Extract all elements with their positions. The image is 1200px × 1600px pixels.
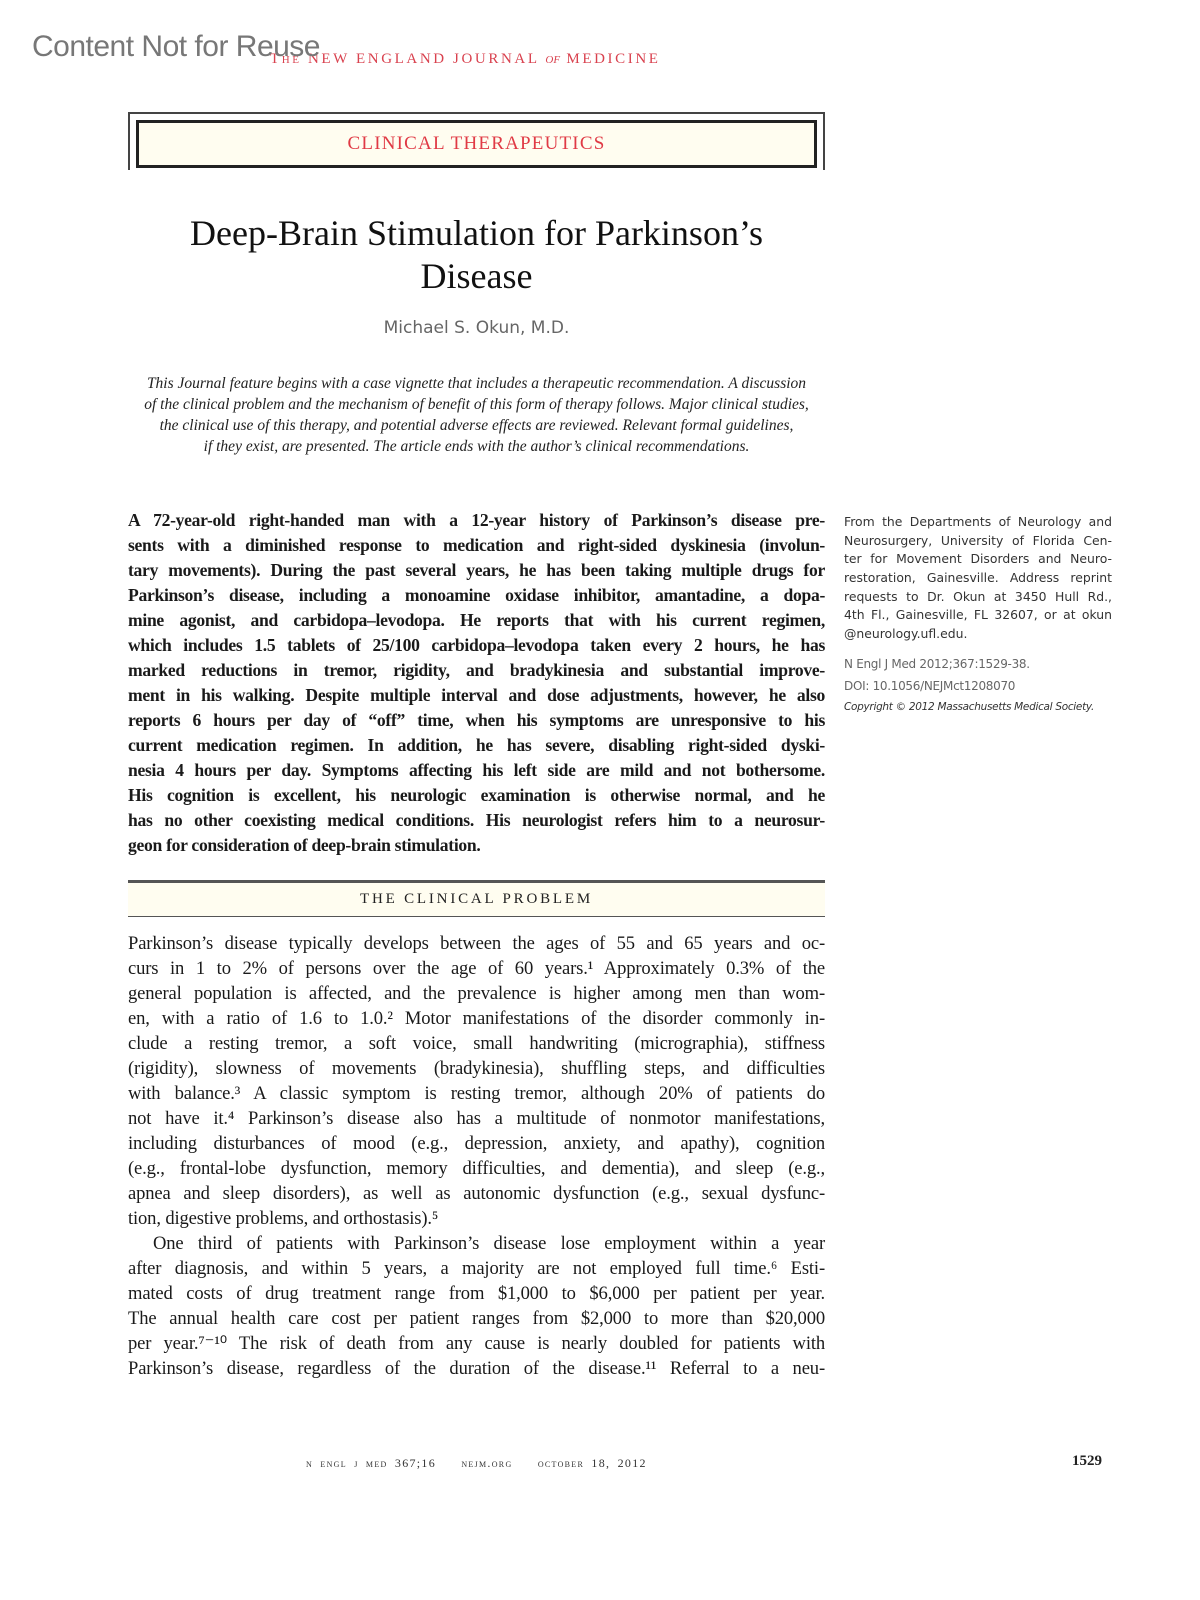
page-number: 1529 bbox=[1072, 1453, 1102, 1469]
affiliation-line: From the Departments of Neurology and bbox=[844, 514, 1112, 529]
section-banner-inner bbox=[136, 120, 817, 168]
body-line: clude a resting tremor, a soft voice, small handwriting (micrographia), stiffness bbox=[128, 1033, 825, 1054]
body-line: including disturbances of mood (e.g., depression, anxiety, and apathy), cognition bbox=[128, 1133, 825, 1154]
case-line: A 72-year-old right-handed man with a 12-year history of Parkinson’s disease pre- bbox=[128, 510, 825, 530]
body-line: (e.g., frontal-lobe dysfunction, memory difficulties, and dementia), and sleep (e.g., bbox=[128, 1158, 825, 1179]
body-line: apnea and sleep disorders), as well as autonomic dysfunction (e.g., sexual dysfunc- bbox=[128, 1183, 825, 1204]
article-title bbox=[128, 212, 825, 298]
body-line: Parkinson’s disease typically develops between the ages of 55 and 65 years and oc- bbox=[128, 933, 825, 954]
body-line: The annual health care cost per patient ranges from $2,000 to more than $20,000 bbox=[128, 1308, 825, 1329]
affiliation-line: Neurosurgery, University of Florida Cen- bbox=[844, 532, 1112, 548]
journal-masthead bbox=[270, 51, 661, 68]
body-line: after diagnosis, and within 5 years, a majority are not employed full time.⁶ Esti- bbox=[128, 1258, 825, 1279]
case-line: nesia 4 hours per day. Symptoms affecting his left side are mild and not bothersome. bbox=[128, 760, 825, 780]
body-line: per year.⁷⁻¹⁰ The risk of death from any cause is nearly doubled for patients with bbox=[128, 1333, 825, 1354]
intro-line: of the clinical problem and the mechanism of benefit of this form of therapy follows. Major clinical studies, bbox=[144, 396, 809, 413]
affiliation-line: restoration, Gainesville. Address reprint bbox=[844, 570, 1112, 586]
case-line: ment in his walking. Despite multiple interval and dose adjustments, however, he also bbox=[128, 685, 825, 705]
case-line: which includes 1.5 tablets of 25/100 carbidopa–levodopa taken every 2 hours, he has bbox=[128, 635, 825, 655]
case-line: geon for consideration of deep-brain stimulation. bbox=[128, 835, 481, 855]
body-line: with balance.³ A classic symptom is resting tremor, although 20% of patients do bbox=[128, 1083, 825, 1104]
case-line: current medication regimen. In addition, he has severe, disabling right-sided dyski- bbox=[128, 735, 825, 755]
body-line: general population is affected, and the prevalence is higher among men than wom- bbox=[128, 983, 825, 1004]
section-heading-bar bbox=[128, 880, 825, 917]
body-line: tion, digestive problems, and orthostasis).⁵ bbox=[128, 1208, 439, 1229]
case-line: sents with a diminished response to medication and right-sided dyskinesia (involun- bbox=[128, 535, 825, 555]
paragraph bbox=[128, 1231, 825, 1381]
case-line: mine agonist, and carbidopa–levodopa. He reports that with his current regimen, bbox=[128, 610, 825, 630]
section-label: CLINICAL THERAPEUTICS bbox=[347, 133, 606, 154]
feature-intro bbox=[120, 373, 833, 457]
watermark: Content Not for Reuse bbox=[32, 30, 320, 63]
body-text bbox=[128, 931, 825, 1381]
paragraph bbox=[128, 931, 825, 1231]
body-line: One third of patients with Parkinson’s disease lose employment within a year bbox=[153, 1233, 825, 1254]
journal-name-of: of bbox=[545, 51, 561, 67]
affiliation-line: 4th Fl., Gainesville, FL 32607, or at okun bbox=[844, 607, 1112, 623]
affiliation-line: @neurology.ufl.edu. bbox=[844, 626, 968, 642]
body-line: mated costs of drug treatment range from $1,000 to $6,000 per patient per year. bbox=[128, 1283, 825, 1304]
page-footer bbox=[306, 1456, 665, 1471]
footer-site: nejm.org bbox=[461, 1456, 513, 1470]
title-line: Deep-Brain Stimulation for Parkinson’s bbox=[190, 213, 763, 253]
copyright: Copyright © 2012 Massachusetts Medical Society. bbox=[844, 701, 1095, 713]
author: Michael S. Okun, M.D. bbox=[383, 318, 570, 338]
case-line: reports 6 hours per day of “off” time, when his symptoms are unresponsive to his bbox=[128, 710, 825, 730]
body-line: en, with a ratio of 1.6 to 1.0.² Motor manifestations of the disorder commonly in- bbox=[128, 1008, 825, 1029]
citation: N Engl J Med 2012;367:1529-38. bbox=[844, 657, 1030, 671]
case-line: tary movements). During the past several years, he has been taking multiple drugs for bbox=[128, 560, 825, 580]
section-heading: THE CLINICAL PROBLEM bbox=[360, 891, 593, 907]
doi-link[interactable]: DOI: 10.1056/NEJMct1208070 bbox=[844, 679, 1016, 693]
body-line: curs in 1 to 2% of persons over the age of 60 years.¹ Approximately 0.3% of the bbox=[128, 958, 825, 979]
case-line: His cognition is excellent, his neurologic examination is otherwise normal, and he bbox=[128, 785, 825, 805]
section-banner bbox=[128, 112, 825, 170]
footer-journal: n engl j med 367;16 bbox=[306, 1456, 437, 1470]
affiliation-line: ter for Movement Disorders and Neuro- bbox=[844, 551, 1112, 567]
intro-line: the clinical use of this therapy, and potential adverse effects are reviewed. Relevant formal guidelines, bbox=[159, 417, 794, 434]
case-vignette bbox=[128, 508, 825, 858]
affiliation-line: requests to Dr. Okun at 3450 Hull Rd., bbox=[844, 588, 1112, 604]
intro-line: This Journal feature begins with a case vignette that includes a therapeutic recommendation. A discussion bbox=[146, 375, 807, 392]
case-line: has no other coexisting medical conditions. His neurologist refers him to a neurosur- bbox=[128, 810, 825, 830]
title-line: Disease bbox=[420, 256, 533, 296]
intro-line: if they exist, are presented. The article ends with the author’s clinical recommendations. bbox=[203, 438, 750, 455]
affiliation-note bbox=[844, 513, 1112, 644]
journal-name-pre: The NEW ENGLAND JOURNAL bbox=[270, 51, 540, 67]
body-line: not have it.⁴ Parkinson’s disease also has a multitude of nonmotor manifestations, bbox=[128, 1108, 825, 1129]
body-line: Parkinson’s disease, regardless of the duration of the disease.¹¹ Referral to a neu- bbox=[128, 1358, 825, 1379]
case-line: Parkinson’s disease, including a monoamine oxidase inhibitor, amantadine, a dopa- bbox=[128, 585, 825, 605]
journal-name-post: MEDICINE bbox=[566, 51, 661, 67]
body-line: (rigidity), slowness of movements (bradykinesia), shuffling steps, and difficulties bbox=[128, 1058, 825, 1079]
footer-date: october 18, 2012 bbox=[537, 1456, 647, 1470]
case-line: marked reductions in tremor, rigidity, and bradykinesia and substantial improve- bbox=[128, 660, 825, 680]
